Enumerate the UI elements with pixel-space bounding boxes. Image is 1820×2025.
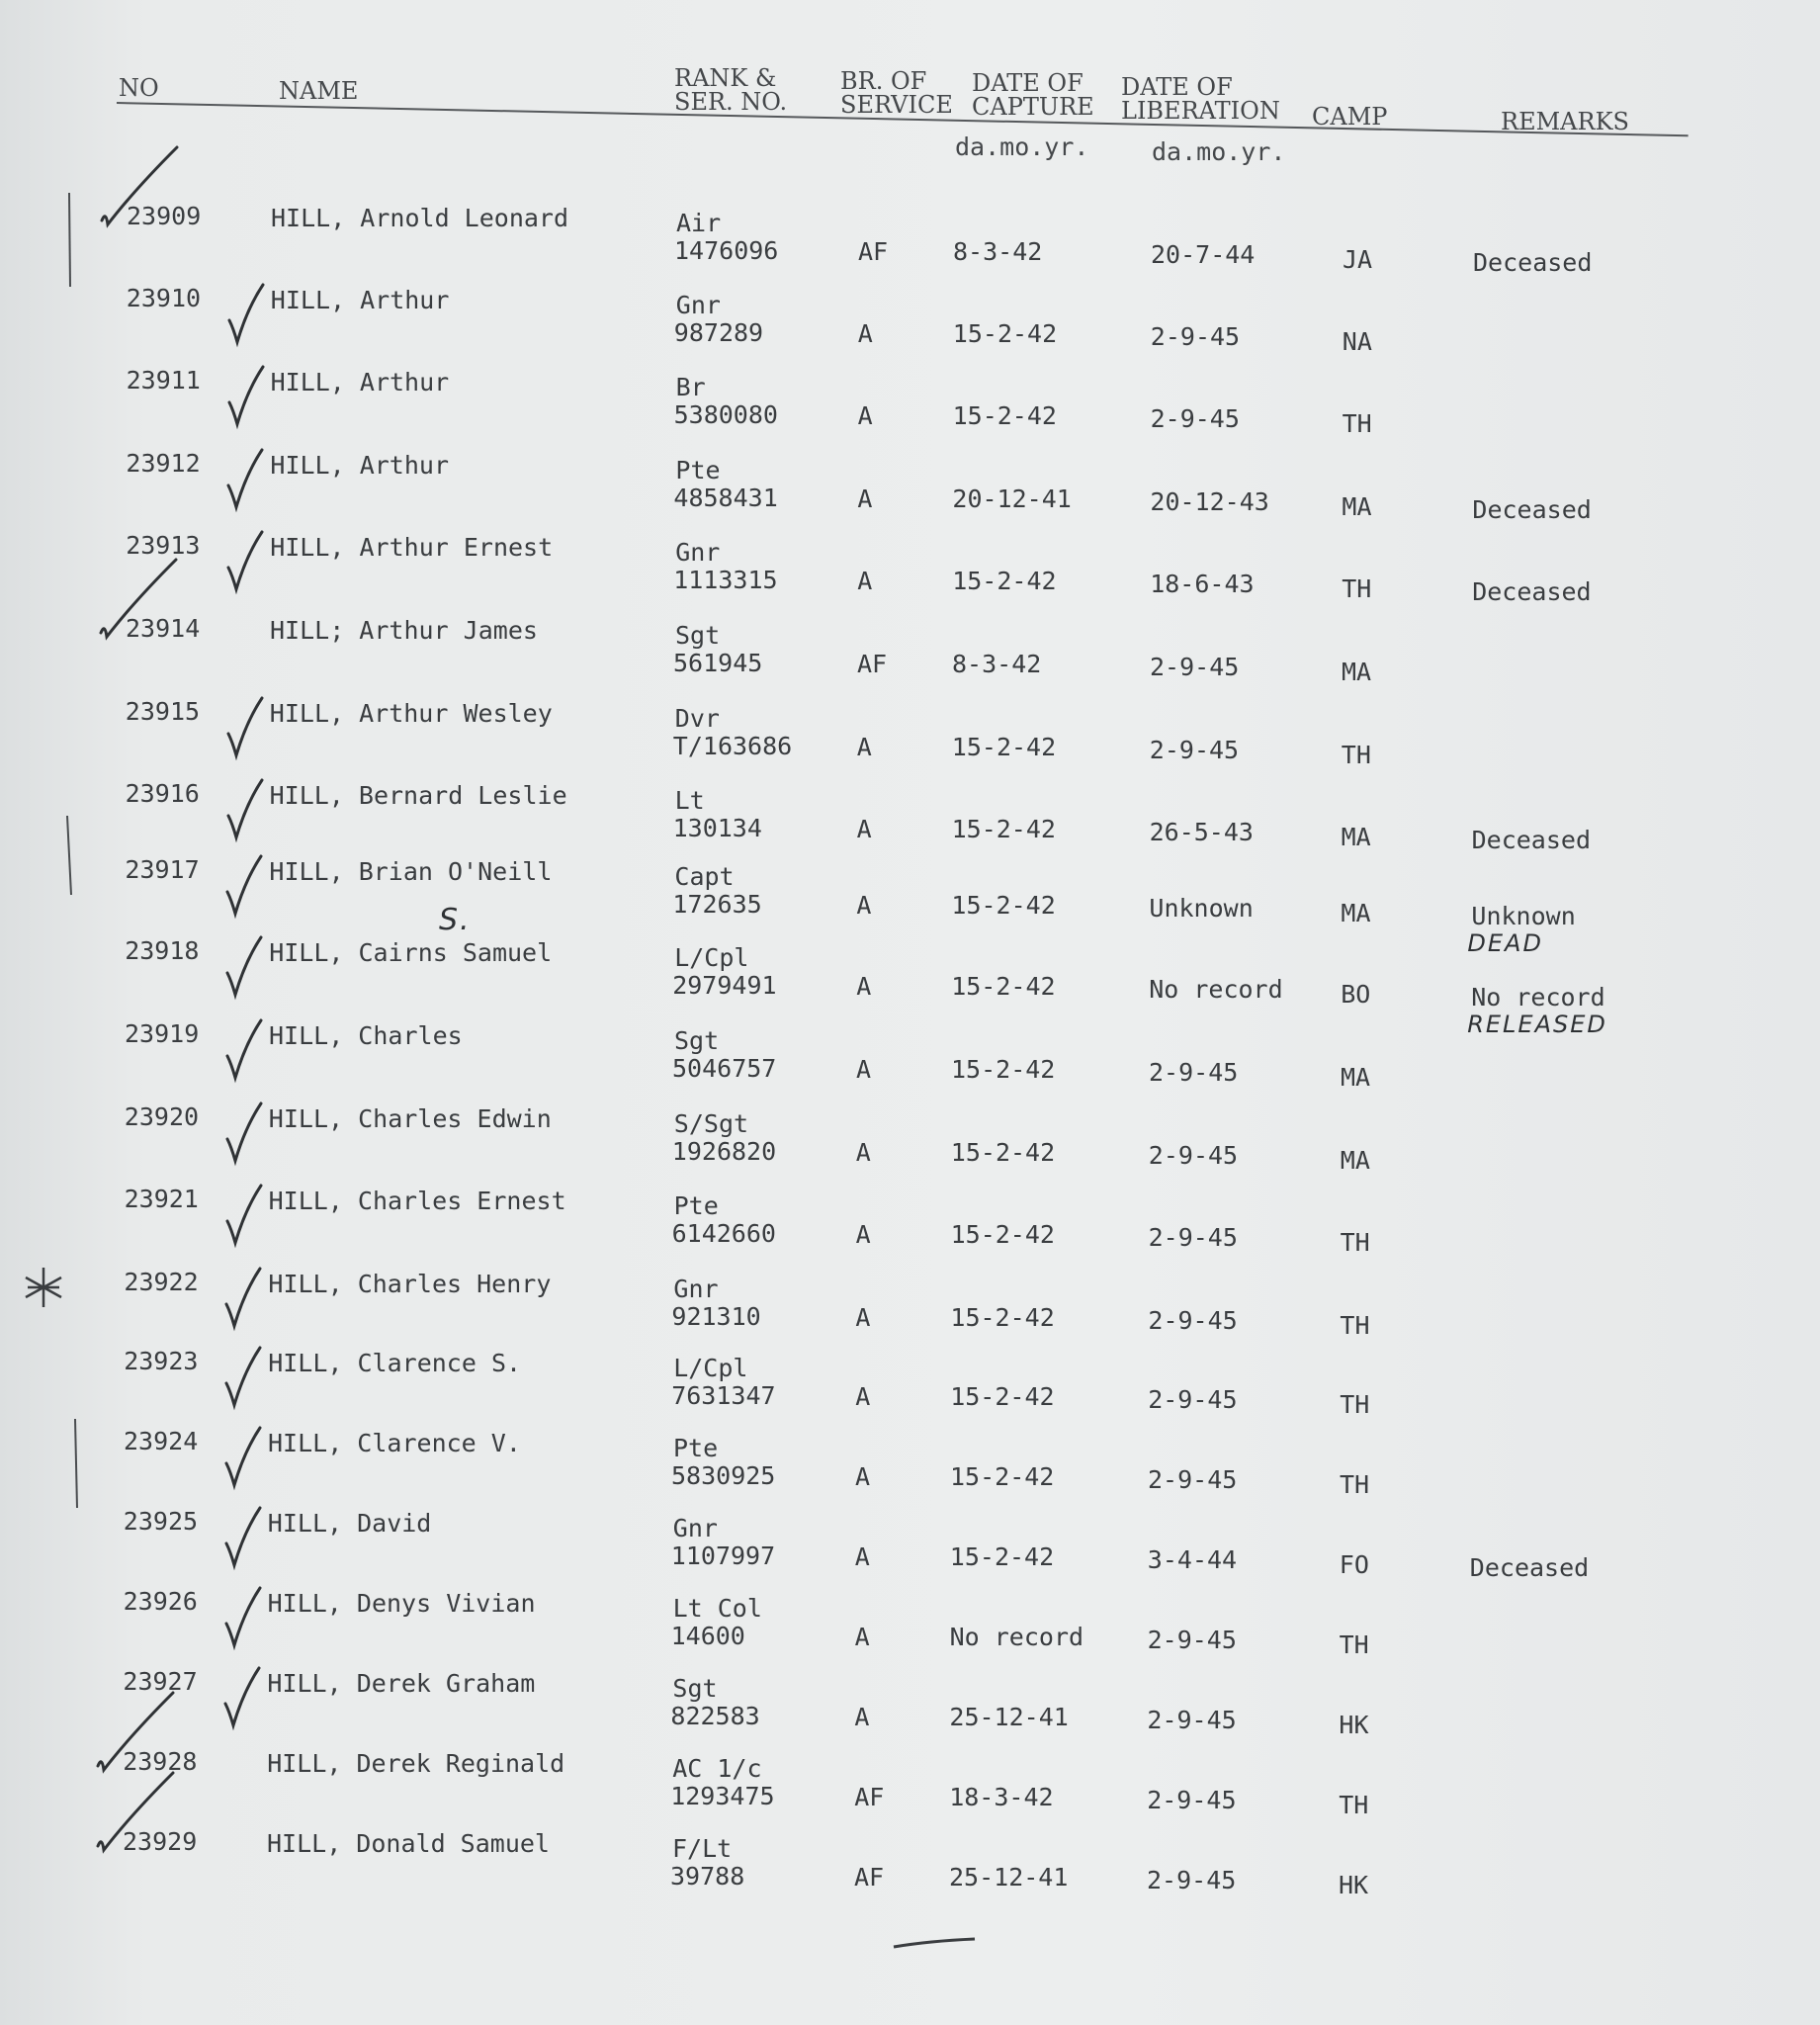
record-name: HILL; Arthur James	[270, 616, 538, 645]
table-row	[0, 1828, 1820, 1907]
record-remarks: Deceased	[1471, 826, 1592, 854]
record-liberation-date: 2-9-45	[1147, 1626, 1237, 1654]
record-rank: Lt Col	[672, 1594, 762, 1623]
record-capture-date: 15-2-42	[951, 815, 1056, 843]
check-mark-icon	[221, 1014, 267, 1084]
record-name: HILL, Derek Reginald	[267, 1749, 565, 1778]
record-number: 23917	[125, 855, 200, 884]
record-branch: A	[854, 1703, 870, 1731]
record-rank: Gnr	[675, 291, 721, 319]
record-camp: MA	[1340, 1146, 1370, 1175]
check-mark-icon	[221, 931, 267, 1001]
record-name: HILL, Charles Edwin	[268, 1104, 552, 1133]
record-liberation-date: 2-9-45	[1148, 1385, 1238, 1414]
record-capture-date: 15-2-42	[950, 1138, 1056, 1167]
record-camp: TH	[1340, 1390, 1370, 1419]
check-mark-icon	[223, 361, 269, 430]
record-serial: 5046757	[672, 1054, 777, 1083]
record-capture-date: 15-2-42	[951, 891, 1056, 920]
record-remarks: No record	[1471, 983, 1605, 1012]
record-liberation-date: 26-5-43	[1149, 818, 1254, 846]
check-mark-icon	[222, 692, 268, 761]
table-row	[0, 1668, 1820, 1747]
check-mark-icon	[90, 1767, 179, 1856]
record-branch: A	[855, 1382, 871, 1411]
record-number: 23924	[124, 1427, 199, 1455]
record-liberation-date: 20-12-43	[1150, 487, 1269, 516]
header-rank-1: RANK &	[674, 64, 777, 92]
record-serial: T/163686	[672, 732, 793, 760]
check-mark-icon	[94, 141, 183, 230]
record-capture-date: 15-2-42	[950, 1462, 1055, 1491]
header-remarks: REMARKS	[1501, 108, 1629, 135]
record-name: HILL, Arthur	[270, 286, 450, 314]
record-liberation-date: 2-9-45	[1148, 1223, 1238, 1252]
record-liberation-date: 2-9-45	[1149, 736, 1240, 764]
header-name: NAME	[279, 77, 359, 105]
table-row	[0, 203, 1820, 282]
record-number: 23929	[123, 1827, 198, 1856]
record-rank: Air	[676, 209, 722, 237]
record-number: 23915	[125, 697, 201, 726]
record-camp: TH	[1339, 1630, 1369, 1659]
record-serial: 822583	[670, 1702, 760, 1730]
record-name: HILL, Clarence S.	[268, 1349, 522, 1377]
check-mark-icon	[221, 1180, 267, 1249]
record-name: HILL, Clarence V.	[268, 1429, 521, 1457]
record-rank: Lt	[674, 786, 705, 815]
record-branch: AF	[858, 237, 889, 266]
record-rank: Br	[675, 373, 706, 401]
record-remarks: Deceased	[1469, 1553, 1590, 1582]
record-camp: TH	[1342, 409, 1372, 438]
header-branch-1: BR. OF	[840, 67, 927, 95]
record-branch: A	[856, 815, 872, 843]
record-branch: A	[855, 1303, 871, 1332]
record-number: 23913	[126, 531, 201, 560]
table-row	[0, 367, 1820, 446]
record-liberation-date: 2-9-45	[1148, 1306, 1238, 1335]
record-liberation-date: 2-9-45	[1148, 1465, 1238, 1494]
record-number: 23923	[124, 1347, 199, 1375]
record-liberation-date: Unknown	[1149, 894, 1254, 923]
check-mark-icon	[222, 774, 268, 843]
record-capture-date: 25-12-41	[949, 1703, 1069, 1731]
record-serial: 6142660	[671, 1219, 776, 1248]
record-liberation-date: 2-9-45	[1150, 404, 1240, 433]
record-name: HILL, Arthur	[270, 368, 450, 396]
header-liberation-1: DATE OF	[1121, 73, 1233, 101]
record-capture-date: 15-2-42	[951, 1055, 1056, 1084]
record-number: 23912	[126, 449, 201, 478]
check-mark-icon	[219, 1662, 265, 1731]
record-branch: AF	[857, 650, 888, 678]
record-branch: A	[857, 401, 873, 430]
record-capture-date: 15-2-42	[950, 1382, 1055, 1411]
record-rank: Sgt	[672, 1674, 718, 1703]
record-serial: 39788	[670, 1862, 745, 1891]
header-rank-2: SER. NO.	[674, 88, 788, 116]
record-branch: A	[855, 1138, 871, 1167]
record-name: HILL, Cairns Samuel	[269, 938, 553, 967]
record-name: HILL, Charles Ernest	[268, 1187, 566, 1215]
record-capture-date: 25-12-41	[949, 1863, 1069, 1892]
record-camp: HK	[1339, 1871, 1369, 1899]
record-camp: HK	[1339, 1711, 1369, 1739]
check-mark-icon	[222, 526, 268, 595]
record-number: 23927	[123, 1667, 198, 1696]
record-camp: MA	[1341, 1063, 1371, 1092]
record-capture-date: 8-3-42	[953, 237, 1043, 266]
header-capture-2: CAPTURE	[972, 93, 1094, 121]
record-capture-date: 15-2-42	[952, 319, 1058, 348]
record-branch: A	[856, 972, 872, 1001]
record-remarks: Deceased	[1473, 248, 1593, 277]
record-camp: BO	[1341, 980, 1371, 1009]
record-liberation-date: 2-9-45	[1147, 1866, 1237, 1894]
check-mark-icon	[221, 1098, 267, 1167]
table-row	[0, 1269, 1820, 1348]
record-name: HILL, Charles	[269, 1021, 463, 1050]
record-name: HILL, Denys Vivian	[267, 1589, 536, 1618]
record-branch: A	[856, 891, 872, 920]
record-rank: Gnr	[675, 538, 721, 567]
record-capture-date: No record	[949, 1623, 1084, 1651]
table-row	[0, 698, 1820, 777]
record-capture-date: 15-2-42	[949, 1542, 1055, 1571]
header-capture-1: DATE OF	[972, 69, 1083, 97]
record-capture-date: 8-3-42	[952, 650, 1042, 678]
check-mark-icon	[220, 1502, 266, 1571]
table-row	[0, 1020, 1820, 1100]
record-serial: 172635	[672, 890, 762, 919]
table-row	[0, 532, 1820, 611]
record-serial: 1926820	[671, 1137, 777, 1166]
record-name: HILL, Brian O'Neill	[269, 857, 553, 886]
record-branch: A	[857, 319, 873, 348]
record-capture-date: 15-2-42	[950, 1303, 1055, 1332]
record-serial: 5830925	[671, 1461, 776, 1490]
record-number: 23919	[125, 1019, 200, 1048]
record-camp: MA	[1342, 658, 1372, 686]
record-rank: Sgt	[675, 621, 721, 650]
record-serial: 921310	[671, 1302, 761, 1331]
record-serial: 1476096	[674, 236, 779, 265]
record-liberation-date: 3-4-44	[1147, 1545, 1238, 1574]
record-camp: MA	[1341, 823, 1371, 851]
table-row	[0, 285, 1820, 364]
record-number: 23910	[126, 284, 202, 312]
check-mark-icon	[220, 1342, 266, 1411]
record-capture-date: 15-2-42	[950, 1220, 1055, 1249]
record-number: 23916	[125, 779, 200, 808]
record-capture-date: 15-2-42	[952, 567, 1057, 595]
record-branch: A	[857, 484, 873, 513]
table-row	[0, 780, 1820, 859]
check-mark-icon	[222, 444, 268, 513]
record-number: 23925	[123, 1507, 199, 1536]
record-number: 23921	[124, 1185, 199, 1213]
record-rank: Pte	[673, 1434, 719, 1462]
record-liberation-date: 2-9-45	[1149, 1058, 1239, 1087]
table-row	[0, 1186, 1820, 1265]
record-name: HILL, Charles Henry	[268, 1270, 552, 1298]
record-name: HILL, Arnold Leonard	[271, 204, 569, 232]
record-remarks: Unknown	[1471, 902, 1576, 930]
table-row	[0, 1588, 1820, 1667]
record-serial: 1107997	[670, 1541, 776, 1570]
table-row	[0, 1348, 1820, 1427]
table-row	[0, 450, 1820, 529]
record-capture-date: 15-2-42	[951, 972, 1056, 1001]
record-rank: F/Lt	[672, 1834, 733, 1863]
record-liberation-date: 2-9-45	[1148, 1141, 1239, 1170]
record-serial: 14600	[670, 1622, 745, 1650]
record-camp: TH	[1340, 1311, 1370, 1340]
record-name: HILL, Donald Samuel	[267, 1829, 550, 1858]
record-name: HILL, Arthur Wesley	[269, 699, 553, 728]
record-number: 23918	[125, 936, 200, 965]
check-mark-icon	[221, 850, 267, 920]
check-mark-icon	[223, 279, 269, 348]
record-number: 23911	[126, 366, 201, 395]
record-branch: AF	[854, 1783, 885, 1811]
header-liberation-2: LIBERATION	[1121, 97, 1280, 125]
record-camp: TH	[1339, 1791, 1369, 1819]
record-remarks: Deceased	[1472, 577, 1592, 606]
check-mark-icon	[220, 1422, 266, 1491]
record-liberation-date: 18-6-43	[1150, 570, 1255, 598]
record-liberation-date: 2-9-45	[1150, 653, 1240, 681]
page-smudge-mark	[890, 1933, 979, 1953]
record-serial: 130134	[672, 814, 762, 842]
check-mark-icon	[220, 1263, 266, 1332]
liberation-date-format: da.mo.yr.	[1152, 137, 1286, 166]
record-name: HILL, Bernard Leslie	[269, 781, 567, 810]
table-row	[0, 1103, 1820, 1183]
check-mark-icon	[93, 554, 182, 643]
record-liberation-date: 2-9-45	[1147, 1786, 1237, 1814]
handwritten-remark: DEAD	[1467, 929, 1543, 957]
record-branch: A	[854, 1542, 870, 1571]
record-camp: TH	[1341, 741, 1371, 769]
record-rank: Dvr	[674, 704, 720, 733]
record-rank: L/Cpl	[673, 1354, 748, 1382]
record-branch: A	[855, 1220, 871, 1249]
record-liberation-date: 2-9-45	[1150, 322, 1241, 351]
record-serial: 4858431	[673, 484, 778, 512]
record-name: HILL, Arthur Ernest	[270, 533, 554, 562]
record-liberation-date: 20-7-44	[1151, 240, 1256, 269]
record-rank: L/Cpl	[674, 943, 749, 972]
record-camp: MA	[1342, 492, 1372, 521]
record-branch: A	[857, 567, 873, 595]
record-branch: A	[856, 733, 872, 761]
record-number: 23928	[123, 1747, 198, 1776]
handwritten-initial: S.	[439, 903, 472, 937]
record-camp: MA	[1341, 899, 1371, 927]
record-rank: Sgt	[674, 1026, 720, 1055]
table-row	[0, 1748, 1820, 1827]
record-capture-date: 20-12-41	[952, 484, 1072, 513]
record-branch: AF	[854, 1863, 885, 1892]
table-row	[0, 1428, 1820, 1507]
record-rank: Gnr	[673, 1275, 719, 1303]
check-mark-icon	[220, 1582, 266, 1651]
record-camp: FO	[1339, 1550, 1369, 1579]
record-rank: S/Sgt	[673, 1109, 749, 1138]
header-camp: CAMP	[1312, 103, 1388, 131]
record-liberation-date: No record	[1149, 975, 1283, 1004]
record-number: 23920	[124, 1102, 200, 1131]
record-serial: 561945	[673, 649, 763, 677]
record-name: HILL, Derek Graham	[267, 1669, 536, 1698]
record-capture-date: 15-2-42	[952, 401, 1057, 430]
record-rank: Capt	[674, 862, 735, 891]
record-serial: 5380080	[673, 400, 778, 429]
table-row	[0, 615, 1820, 694]
record-capture-date: 18-3-42	[949, 1783, 1054, 1811]
record-rank: AC 1/c	[672, 1754, 762, 1783]
header-no: NO	[119, 74, 159, 102]
record-serial: 1293475	[670, 1782, 775, 1810]
record-number: 23922	[124, 1268, 199, 1296]
record-branch: A	[856, 1055, 872, 1084]
record-branch: A	[855, 1462, 871, 1491]
record-number: 23914	[126, 614, 201, 643]
capture-date-format: da.mo.yr.	[955, 132, 1089, 161]
record-serial: 987289	[673, 318, 764, 347]
record-camp: TH	[1340, 1470, 1370, 1499]
record-number: 23926	[123, 1587, 198, 1616]
record-name: HILL, Arthur	[270, 451, 450, 480]
record-capture-date: 15-2-42	[951, 733, 1057, 761]
record-serial: 1113315	[673, 566, 778, 594]
record-rank: Pte	[673, 1191, 719, 1220]
record-name: HILL, David	[267, 1509, 432, 1538]
record-camp: TH	[1340, 1228, 1370, 1257]
record-serial: 7631347	[671, 1381, 776, 1410]
record-branch: A	[854, 1623, 870, 1651]
check-mark-icon	[90, 1687, 179, 1776]
record-camp: JA	[1343, 245, 1373, 274]
header-branch-2: SERVICE	[840, 91, 953, 119]
record-remarks: Deceased	[1472, 495, 1592, 524]
record-liberation-date: 2-9-45	[1147, 1706, 1237, 1734]
record-rank: Pte	[675, 456, 721, 484]
record-camp: NA	[1342, 327, 1372, 356]
table-row	[0, 1508, 1820, 1587]
record-number: 23909	[127, 202, 202, 230]
handwritten-remark: RELEASED	[1467, 1011, 1607, 1038]
record-rank: Gnr	[672, 1514, 718, 1542]
record-serial: 2979491	[672, 971, 777, 1000]
record-camp: TH	[1342, 574, 1372, 603]
